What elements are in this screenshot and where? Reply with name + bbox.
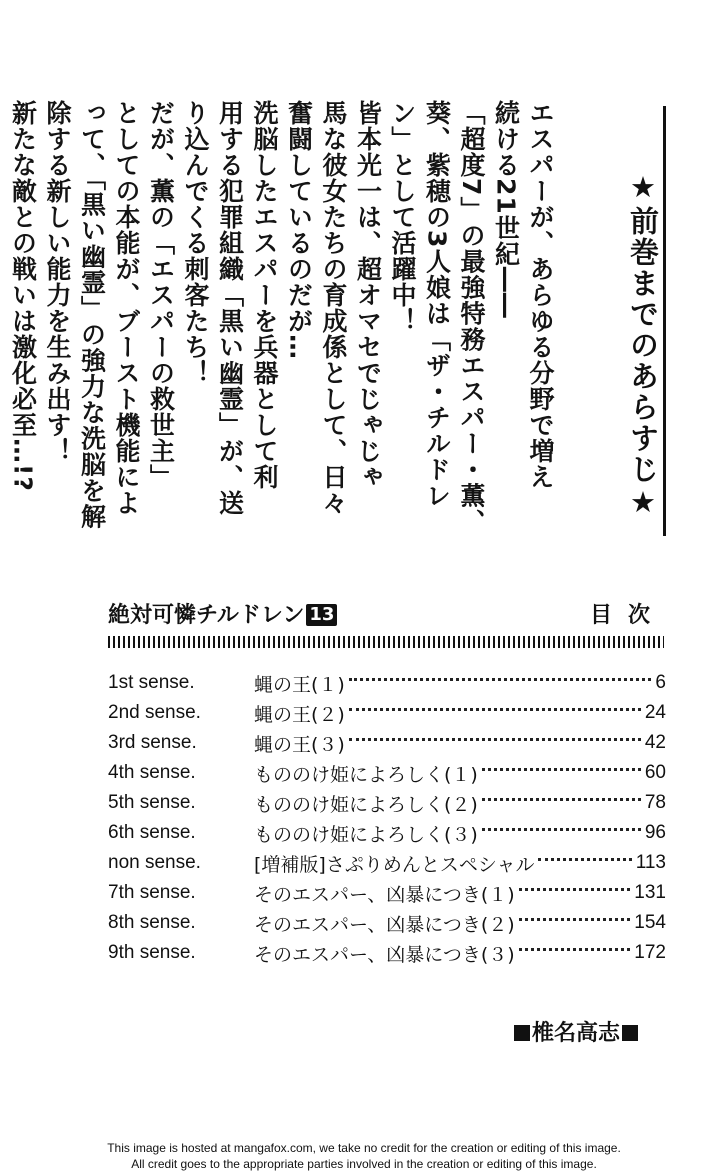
toc-sense: 4th sense. bbox=[108, 762, 196, 783]
synopsis-line: 「超度7」の最強特務エスパー・薫、 bbox=[457, 100, 486, 535]
synopsis-line: 奮闘しているのだが… bbox=[284, 100, 314, 360]
toc-leader-dots bbox=[482, 828, 641, 831]
author-credit bbox=[512, 1016, 640, 1047]
synopsis-line: って、「黒い幽霊」の強力な洗脳を解 bbox=[77, 100, 107, 530]
square-bullet-icon bbox=[514, 1025, 530, 1041]
toc-sense: 5th sense. bbox=[108, 792, 196, 813]
toc-chapter: 蝿の王(２) bbox=[254, 703, 345, 726]
synopsis-line: 馬な彼女たちの育成係として、日々 bbox=[319, 100, 348, 516]
toc-page: 113 bbox=[635, 852, 666, 873]
toc-page: 96 bbox=[644, 822, 666, 843]
toc-sense: non sense. bbox=[108, 852, 201, 873]
toc-entry[interactable] bbox=[108, 938, 666, 968]
author-name: 椎名高志 bbox=[532, 1021, 621, 1046]
toc-sense: 3rd sense. bbox=[108, 732, 197, 753]
toc-entry[interactable] bbox=[108, 698, 666, 728]
contents-list bbox=[108, 668, 666, 968]
synopsis-line: 新たな敵との戦いは激化必至…!? bbox=[8, 100, 38, 492]
hosting-credit-line-2: All credit goes to the appropriate parties involved in the creation or editing of this image. bbox=[131, 1157, 597, 1171]
toc-sense: 2nd sense. bbox=[108, 702, 201, 723]
toc-chapter: そのエスパー、凶暴につき(１) bbox=[254, 883, 515, 906]
toc-chapter: 蝿の王(１) bbox=[254, 673, 345, 696]
toc-chapter: そのエスパー、凶暴につき(２) bbox=[254, 913, 515, 936]
synopsis-line: 用する犯罪組織「黒い幽霊」が、送 bbox=[215, 100, 245, 516]
toc-page: 6 bbox=[655, 672, 666, 693]
contents-label: 目次 bbox=[590, 603, 667, 628]
synopsis-line: だが、薫の「エスパーの救世主」 bbox=[146, 100, 176, 490]
toc-chapter: 蝿の王(３) bbox=[254, 733, 345, 756]
synopsis bbox=[8, 100, 690, 535]
toc-sense: 1st sense. bbox=[108, 672, 195, 693]
hosting-credit-line-1: This image is hosted at mangafox.com, we take no credit for the creation or editing of this image. bbox=[107, 1141, 621, 1155]
synopsis-line: 除する新しい能力を生み出す！ bbox=[43, 100, 72, 464]
toc-entry[interactable] bbox=[108, 908, 666, 938]
toc-page: 24 bbox=[644, 702, 666, 723]
toc-leader-dots bbox=[519, 888, 631, 891]
toc-page: 172 bbox=[634, 942, 666, 963]
toc-chapter: もののけ姫によろしく(２) bbox=[254, 793, 478, 816]
book-title bbox=[108, 598, 337, 629]
toc-entry[interactable] bbox=[108, 788, 666, 818]
toc-page: 131 bbox=[634, 882, 666, 903]
toc-leader-dots bbox=[538, 858, 631, 861]
toc-leader-dots bbox=[349, 708, 641, 711]
toc-page: 154 bbox=[634, 912, 666, 933]
synopsis-line: り込んでくる刺客たち！ bbox=[181, 100, 210, 386]
toc-entry[interactable] bbox=[108, 818, 666, 848]
toc-leader-dots bbox=[519, 948, 631, 951]
toc-chapter: [増補版]さぷりめんとスペシャル bbox=[254, 853, 535, 876]
toc-entry[interactable] bbox=[108, 848, 666, 878]
synopsis-line: ン」として活躍中！ bbox=[388, 100, 417, 334]
toc-chapter: そのエスパー、凶暴につき(３) bbox=[254, 943, 515, 966]
synopsis-line: 皆本光一は、超オマセでじゃじゃ bbox=[353, 100, 383, 490]
toc-page: 60 bbox=[644, 762, 666, 783]
toc-chapter: もののけ姫によろしく(１) bbox=[254, 763, 478, 786]
toc-leader-dots bbox=[349, 738, 641, 741]
toc-entry[interactable] bbox=[108, 668, 666, 698]
toc-leader-dots bbox=[482, 798, 641, 801]
toc-entry[interactable] bbox=[108, 728, 666, 758]
synopsis-line: としての本能が、ブースト機能によ bbox=[112, 100, 141, 516]
toc-entry[interactable] bbox=[108, 758, 666, 788]
toc-page: 78 bbox=[644, 792, 666, 813]
toc-chapter: もののけ姫によろしく(３) bbox=[254, 823, 478, 846]
synopsis-line: 続ける21世紀―― bbox=[491, 100, 521, 319]
toc-sense: 9th sense. bbox=[108, 942, 196, 963]
contents-rule bbox=[108, 636, 664, 648]
toc-sense: 8th sense. bbox=[108, 912, 196, 933]
toc-sense: 7th sense. bbox=[108, 882, 196, 903]
toc-leader-dots bbox=[349, 678, 652, 681]
square-bullet-icon bbox=[622, 1025, 638, 1041]
toc-page: 42 bbox=[644, 732, 666, 753]
toc-entry[interactable] bbox=[108, 878, 666, 908]
volume-badge: 13 bbox=[306, 604, 337, 626]
toc-leader-dots bbox=[482, 768, 641, 771]
book-title-text: 絶対可憐チルドレン bbox=[108, 603, 305, 628]
synopsis-heading: ★前巻までのあらすじ★ bbox=[626, 170, 660, 521]
synopsis-line: エスパーが、あらゆる分野で増え bbox=[526, 100, 555, 490]
toc-leader-dots bbox=[519, 918, 631, 921]
toc-sense: 6th sense. bbox=[108, 822, 196, 843]
synopsis-line: 洗脳したエスパーを兵器として利 bbox=[250, 100, 279, 490]
synopsis-line: 葵、紫穂の3人娘は「ザ・チルドレ bbox=[422, 100, 452, 509]
